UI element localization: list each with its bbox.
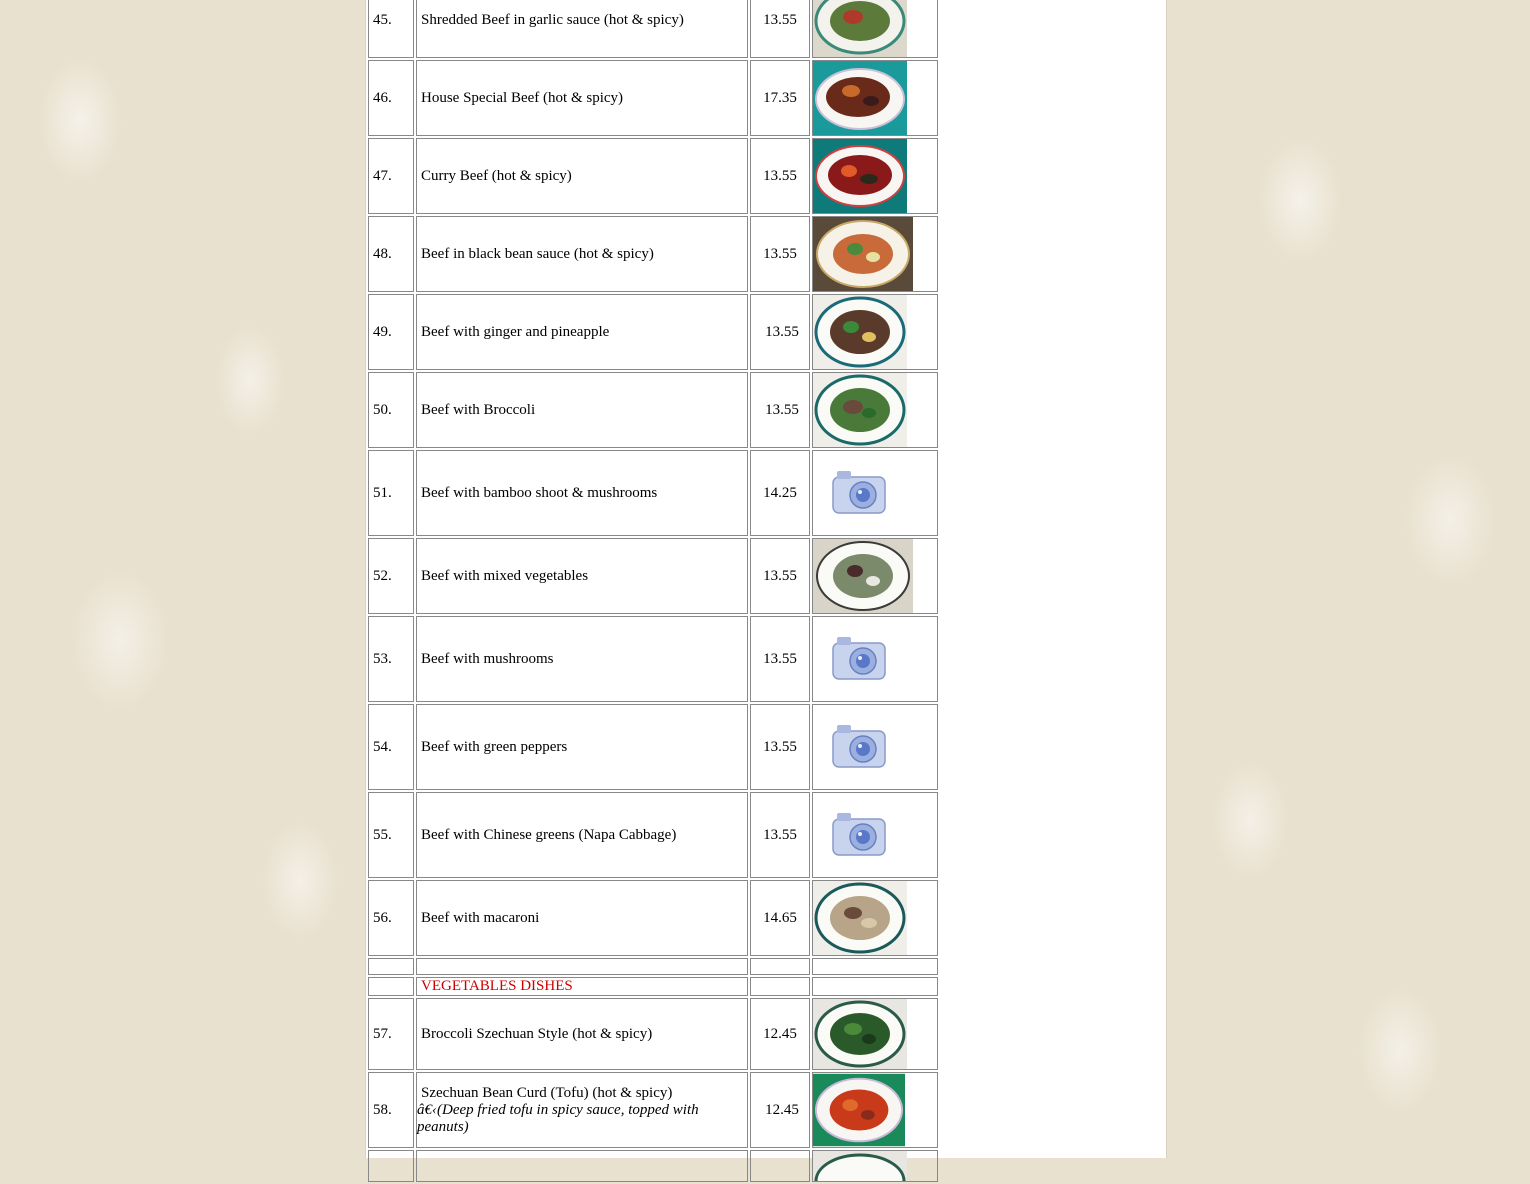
dish-photo[interactable]: [813, 61, 907, 135]
dish-price: 13.55: [750, 294, 810, 370]
dish-number: 58.: [368, 1072, 414, 1148]
table-row: [368, 998, 938, 1070]
empty-cell: [416, 1150, 748, 1182]
camera-icon[interactable]: [827, 719, 891, 775]
dish-name: Beef in black bean sauce (hot & spicy): [416, 216, 748, 292]
dish-photo-cell: [812, 880, 938, 956]
empty-cell: [368, 977, 414, 996]
dish-photo-cell: [812, 60, 938, 136]
empty-cell: [416, 958, 748, 975]
dish-photo-cell: [812, 538, 938, 614]
empty-cell: [812, 958, 938, 975]
table-row: [368, 450, 938, 536]
dish-name: Broccoli Szechuan Style (hot & spicy): [416, 998, 748, 1070]
dish-price: 12.45: [750, 998, 810, 1070]
dish-name: Beef with mixed vegetables: [416, 538, 748, 614]
dish-number: 46.: [368, 60, 414, 136]
empty-cell: [812, 977, 938, 996]
dish-number: 50.: [368, 372, 414, 448]
table-row: [368, 1072, 938, 1148]
dish-number: 53.: [368, 616, 414, 702]
dish-price: 12.45: [750, 1072, 810, 1148]
table-row: [368, 60, 938, 136]
section-title: VEGETABLES DISHES: [416, 977, 748, 996]
dish-number: 47.: [368, 138, 414, 214]
table-row: [368, 704, 938, 790]
dish-photo[interactable]: [813, 139, 907, 213]
dish-photo[interactable]: [813, 1073, 905, 1147]
dish-photo-cell: [812, 792, 938, 878]
dish-name: Beef with Broccoli: [416, 372, 748, 448]
dish-name: Beef with ginger and pineapple: [416, 294, 748, 370]
dish-name: Szechuan Bean Curd (Tofu) (hot & spicy): [421, 1084, 673, 1101]
empty-cell: [750, 977, 810, 996]
table-row: [368, 294, 938, 370]
table-row: [368, 616, 938, 702]
dish-photo[interactable]: [813, 0, 907, 57]
dish-number: 55.: [368, 792, 414, 878]
table-row: [368, 880, 938, 956]
dish-price: 13.55: [750, 792, 810, 878]
dish-name: Beef with Chinese greens (Napa Cabbage): [416, 792, 748, 878]
dish-photo[interactable]: [813, 881, 907, 955]
dish-photo-cell: [812, 294, 938, 370]
dish-price: 13.55: [750, 0, 810, 58]
camera-icon[interactable]: [827, 807, 891, 863]
dish-photo-cell: [812, 616, 938, 702]
dish-photo-cell: [812, 704, 938, 790]
table-row: [368, 1150, 938, 1182]
dish-photo[interactable]: [813, 373, 907, 447]
dish-price: 13.55: [750, 216, 810, 292]
dish-photo-cell: [812, 216, 938, 292]
dish-number: 57.: [368, 998, 414, 1070]
dish-photo-cell: [812, 450, 938, 536]
dish-name: Beef with macaroni: [416, 880, 748, 956]
dish-name: Beef with green peppers: [416, 704, 748, 790]
table-row: [368, 372, 938, 448]
dish-price: 17.35: [750, 60, 810, 136]
dish-number: 49.: [368, 294, 414, 370]
dish-name: Beef with mushrooms: [416, 616, 748, 702]
dish-price: 13.55: [750, 616, 810, 702]
dish-photo-cell: [812, 1150, 938, 1182]
dish-photo-cell: [812, 0, 938, 58]
dish-number: 48.: [368, 216, 414, 292]
table-row: [368, 792, 938, 878]
dish-number: 52.: [368, 538, 414, 614]
dish-photo[interactable]: [813, 999, 907, 1069]
dish-photo[interactable]: [813, 295, 907, 369]
dish-name: Shredded Beef in garlic sauce (hot & spicy): [416, 0, 748, 58]
dish-price: 14.25: [750, 450, 810, 536]
empty-cell: [750, 1150, 810, 1182]
dish-name: House Special Beef (hot & spicy): [416, 60, 748, 136]
dish-description: â€‹(Deep fried tofu in spicy sauce, topped with peanuts): [417, 1101, 699, 1135]
table-row: [368, 216, 938, 292]
dish-price: 14.65: [750, 880, 810, 956]
section-header-row: [368, 977, 938, 996]
dish-photo-cell: [812, 998, 938, 1070]
dish-photo-cell: [812, 138, 938, 214]
dish-photo-cell: [812, 372, 938, 448]
dish-price: 13.55: [750, 704, 810, 790]
dish-photo[interactable]: [813, 539, 913, 613]
dish-price: 13.55: [750, 538, 810, 614]
dish-name: Curry Beef (hot & spicy): [416, 138, 748, 214]
dish-number: 45.: [368, 0, 414, 58]
dish-photo[interactable]: [813, 1151, 907, 1181]
empty-cell: [750, 958, 810, 975]
menu-table: [366, 0, 940, 1184]
dish-name: Beef with bamboo shoot & mushrooms: [416, 450, 748, 536]
dish-number: 56.: [368, 880, 414, 956]
table-row: [368, 0, 938, 58]
table-row: [368, 138, 938, 214]
table-row-spacer: [368, 958, 938, 975]
camera-icon[interactable]: [827, 631, 891, 687]
table-row: [368, 538, 938, 614]
dish-photo-cell: [812, 1072, 938, 1148]
dish-number: 51.: [368, 450, 414, 536]
dish-price: 13.55: [750, 372, 810, 448]
dish-photo[interactable]: [813, 217, 913, 291]
dish-number: 54.: [368, 704, 414, 790]
camera-icon[interactable]: [827, 465, 891, 521]
empty-cell: [368, 958, 414, 975]
empty-cell: [368, 1150, 414, 1182]
dish-price: 13.55: [750, 138, 810, 214]
dish-name-cell: [416, 1072, 748, 1148]
